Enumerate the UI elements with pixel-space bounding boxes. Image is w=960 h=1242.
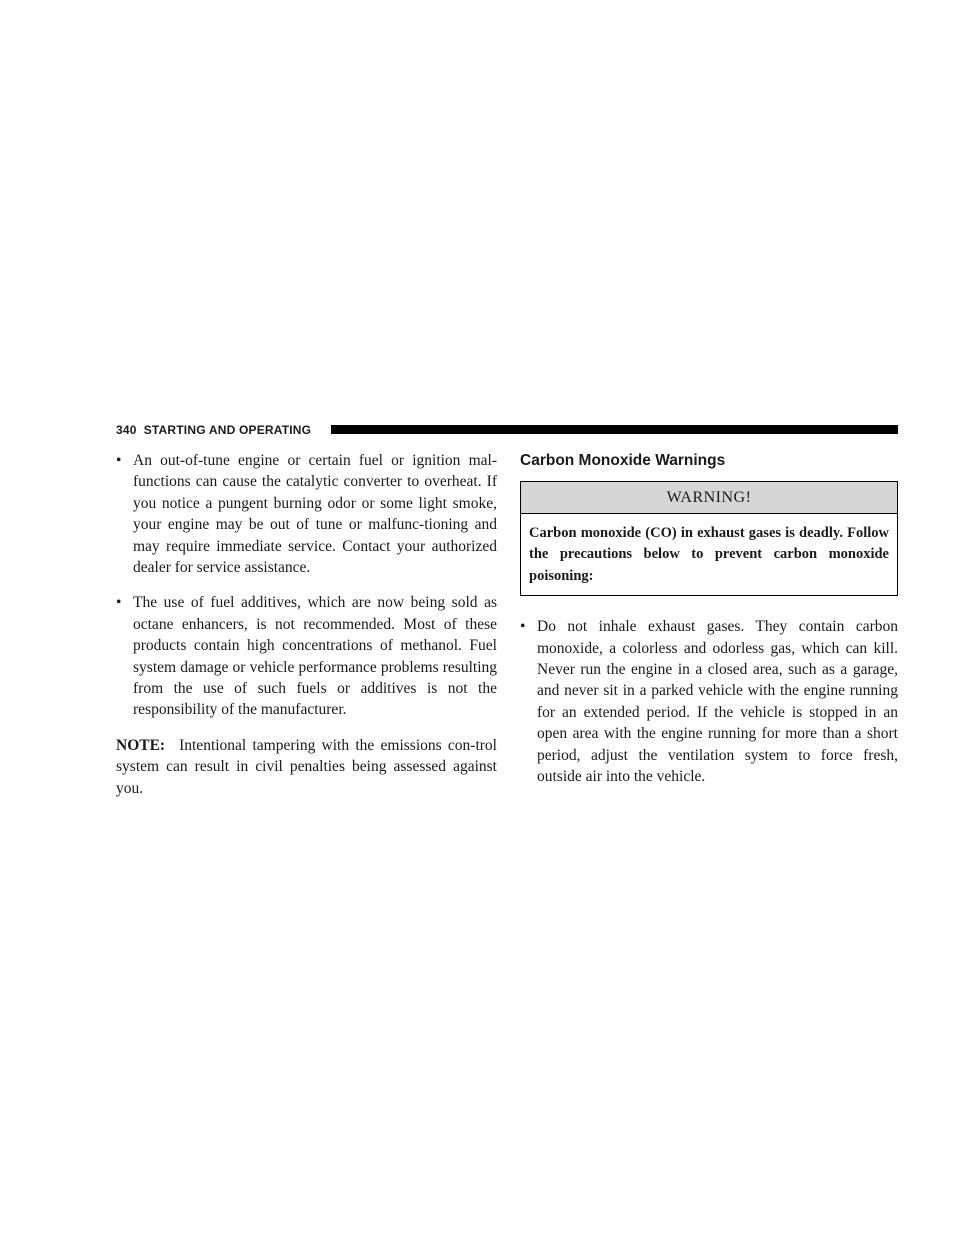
warning-body: Carbon monoxide (CO) in exhaust gases is deadly. Follow the precautions below to prevent carbon monoxide poisoning:	[529, 525, 889, 584]
bullet-item	[520, 616, 898, 787]
right-column	[520, 450, 898, 801]
bullet-text: An out-of-tune engine or certain fuel or ignition mal-functions can cause the catalytic converter to overheat. If you notice a pungent burning odor or some light smoke, your engine may be out of tune or malfunc-tioning and may require immediate service. Contact your authorized dealer for service assistance.	[133, 452, 497, 577]
bullet-glyph: •	[116, 594, 122, 612]
section-heading: Carbon Monoxide Warnings	[520, 452, 726, 469]
warning-box	[520, 481, 898, 596]
header-rule	[331, 425, 898, 434]
page-number: 340	[116, 423, 137, 437]
bullet-item	[116, 450, 497, 578]
bullet-text: Do not inhale exhaust gases. They contain carbon monoxide, a colorless and odorless gas, which can kill. Never run the engine in a closed area, such as a garage, and never sit in a parked vehicle with the engine running for an extended period. If the vehicle is stopped in an open area with the engine running for more than a short period, adjust the ventilation system to force fresh, outside air into the vehicle.	[537, 618, 898, 786]
bullet-glyph: •	[116, 452, 122, 469]
bullet-text: The use of fuel additives, which are now being sold as octane enhancers, is not recommended. Most of these products contain high concentrations of methanol. Fuel system damage or vehicle performance problems resulting from the use of such fuels or additives is not the responsibility of the manufacturer.	[133, 594, 497, 719]
section-title: STARTING AND OPERATING	[143, 423, 312, 437]
note-text: Intentional tampering with the emissions con-trol system can result in civil penalties being assessed against you.	[116, 736, 497, 797]
note-paragraph	[116, 735, 497, 799]
warning-title: WARNING!	[521, 482, 897, 514]
page-header	[116, 422, 898, 438]
bullet-item	[116, 592, 497, 720]
note-label: NOTE:	[116, 736, 166, 754]
header-text	[116, 422, 311, 438]
bullet-glyph: •	[520, 618, 526, 636]
left-column	[116, 450, 497, 799]
